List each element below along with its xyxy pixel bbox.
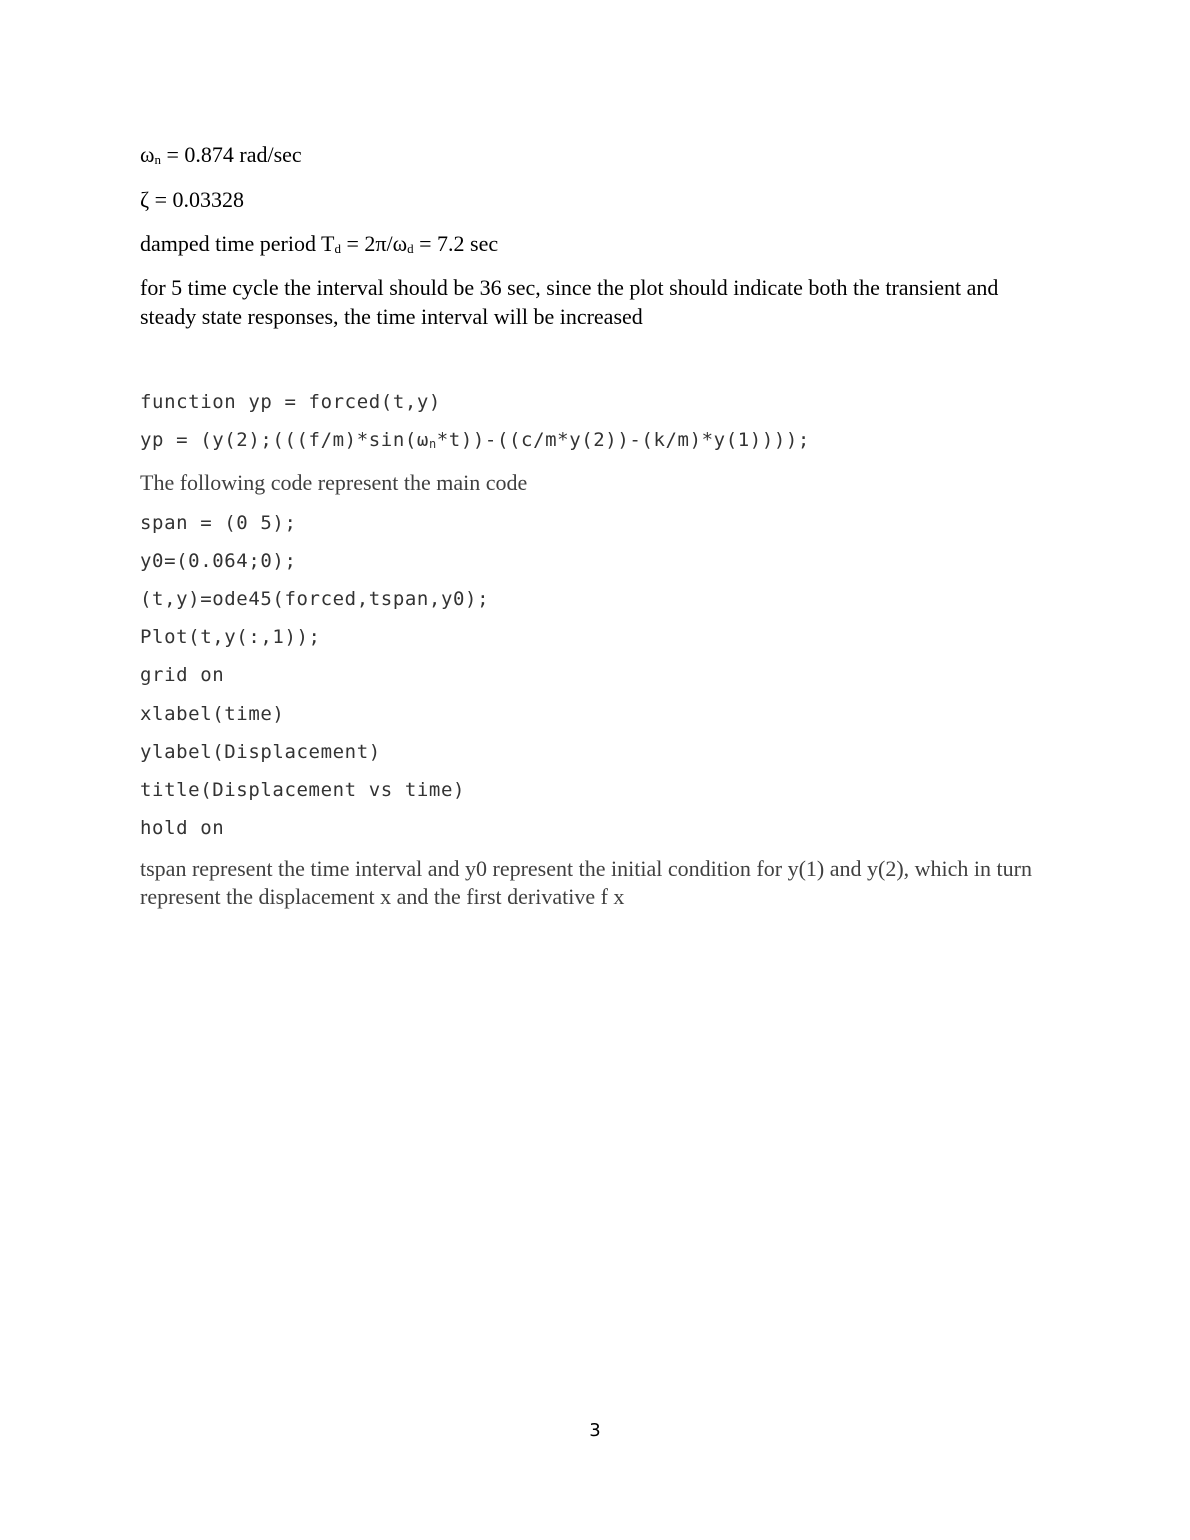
function-code-line-1: function yp = forced(t,y) bbox=[140, 391, 441, 413]
function-code-line-2-end: *t))-((c/m*y(2))-(k/m)*y(1)))); bbox=[436, 429, 810, 451]
main-code-line: hold on bbox=[140, 817, 225, 839]
period-subscript-2: d bbox=[407, 241, 414, 256]
function-code-subscript: n bbox=[428, 437, 437, 451]
omega-n-equation bbox=[140, 140, 302, 169]
main-code-line: ylabel(Displacement) bbox=[140, 741, 381, 763]
main-code-line: title(Displacement vs time) bbox=[140, 779, 466, 801]
period-suffix: = 7.2 sec bbox=[413, 231, 499, 256]
period-middle: = 2π/ω bbox=[341, 231, 408, 256]
main-code-intro: The following code represent the main code bbox=[140, 470, 528, 495]
main-code-line: y0=(0.064;0); bbox=[140, 550, 297, 572]
function-code-line-2-start: yp = (y(2);(((f/m)*sin(ω bbox=[140, 429, 429, 451]
function-code-line-2 bbox=[140, 427, 810, 453]
damped-period-equation bbox=[140, 229, 498, 258]
omega-symbol: ω bbox=[140, 142, 155, 167]
zeta-equation: ζ = 0.03328 bbox=[140, 187, 245, 212]
main-code-line: grid on bbox=[140, 664, 225, 686]
omega-subscript: n bbox=[154, 152, 161, 167]
main-code-line: span = (0 5); bbox=[140, 512, 297, 534]
main-code-line: Plot(t,y(:,1)); bbox=[140, 626, 321, 648]
page-number: 3 bbox=[589, 1420, 601, 1441]
main-code-line: (t,y)=ode45(forced,tspan,y0); bbox=[140, 588, 490, 610]
omega-value: = 0.874 rad/sec bbox=[160, 142, 302, 167]
period-prefix: damped time period T bbox=[140, 231, 335, 256]
closing-paragraph: tspan represent the time interval and y0 represent the initial condition for y(1) and y(2), which in turn represent the displacement x and the first derivative f x bbox=[140, 856, 1032, 909]
interval-paragraph: for 5 time cycle the interval should be 36 sec, since the plot should indicate both the transient and steady state responses, the time interval will be increased bbox=[140, 275, 999, 329]
period-subscript-1: d bbox=[334, 241, 341, 256]
main-code-line: xlabel(time) bbox=[140, 703, 285, 725]
